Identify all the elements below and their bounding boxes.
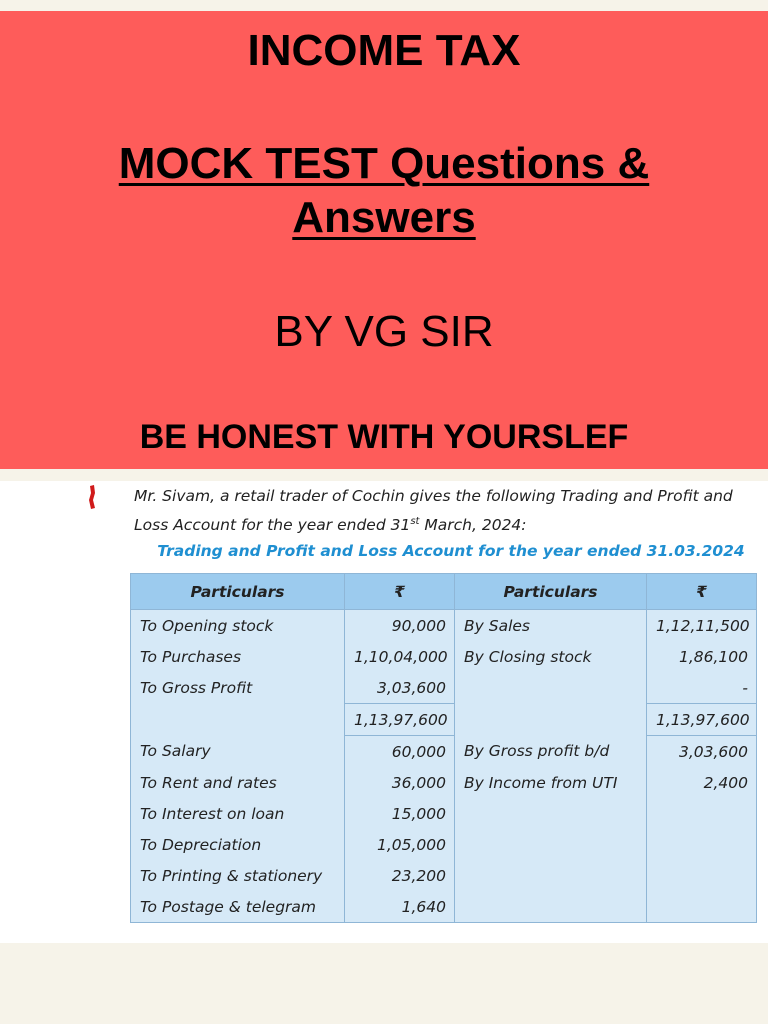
table-total-row — [131, 704, 757, 736]
credit-particular — [455, 704, 647, 736]
intro-text-part1: Mr. Sivam, a retail trader of Cochin gives the following Trading and Profit and Loss Account for the year ended 31 — [134, 487, 733, 535]
debit-particular: To Depreciation — [131, 829, 345, 860]
table-header-row — [131, 574, 757, 610]
credit-amount — [647, 860, 757, 891]
table-row — [131, 767, 757, 798]
credit-amount: 1,12,11,500 — [647, 610, 757, 642]
trading-pl-table — [130, 573, 757, 923]
credit-particular — [455, 672, 647, 704]
debit-amount: 1,640 — [345, 891, 455, 923]
debit-amount: 1,10,04,000 — [345, 641, 455, 672]
table-row — [131, 610, 757, 642]
question-document — [0, 481, 768, 943]
banner-author: BY VG SIR — [274, 307, 494, 356]
debit-particular: To Postage & telegram — [131, 891, 345, 923]
debit-particular: To Purchases — [131, 641, 345, 672]
credit-particular — [455, 829, 647, 860]
title-banner — [0, 11, 768, 469]
credit-total: 1,13,97,600 — [647, 704, 757, 736]
credit-particular: By Gross profit b/d — [455, 736, 647, 768]
debit-amount: 3,03,600 — [345, 672, 455, 704]
question-intro — [134, 483, 768, 538]
banner-motto: BE HONEST WITH YOURSLEF — [139, 418, 629, 456]
credit-amount: - — [647, 672, 757, 704]
credit-amount: 3,03,600 — [647, 736, 757, 768]
credit-amount — [647, 829, 757, 860]
debit-amount: 36,000 — [345, 767, 455, 798]
banner-subtitle: MOCK TEST Questions & Answers — [118, 139, 650, 242]
debit-amount: 1,05,000 — [345, 829, 455, 860]
header-debit-particulars: Particulars — [131, 574, 345, 610]
table-row — [131, 641, 757, 672]
debit-total: 1,13,97,600 — [345, 704, 455, 736]
credit-particular — [455, 860, 647, 891]
account-title: Trading and Profit and Loss Account for the year ended 31.03.2024 — [157, 542, 745, 560]
debit-particular: To Rent and rates — [131, 767, 345, 798]
header-credit-particulars: Particulars — [455, 574, 647, 610]
top-margin — [0, 0, 768, 11]
table-row — [131, 672, 757, 704]
debit-particular: To Printing & stationery — [131, 860, 345, 891]
credit-particular: By Income from UTI — [455, 767, 647, 798]
debit-amount: 23,200 — [345, 860, 455, 891]
credit-particular: By Sales — [455, 610, 647, 642]
debit-amount: 90,000 — [345, 610, 455, 642]
debit-amount: 60,000 — [345, 736, 455, 768]
intro-text-part2: March, 2024: — [419, 516, 527, 535]
credit-amount — [647, 798, 757, 829]
red-marker-icon — [88, 484, 96, 510]
credit-amount — [647, 891, 757, 923]
table-row — [131, 798, 757, 829]
table-row — [131, 860, 757, 891]
debit-particular: To Salary — [131, 736, 345, 768]
debit-particular: To Gross Profit — [131, 672, 345, 704]
banner-title: INCOME TAX — [247, 26, 521, 75]
table-row — [131, 736, 757, 768]
debit-particular: To Interest on loan — [131, 798, 345, 829]
credit-particular: By Closing stock — [455, 641, 647, 672]
header-credit-amount: ₹ — [647, 574, 757, 610]
credit-amount: 2,400 — [647, 767, 757, 798]
debit-particular — [131, 704, 345, 736]
credit-particular — [455, 798, 647, 829]
table-row — [131, 891, 757, 923]
debit-particular: To Opening stock — [131, 610, 345, 642]
credit-amount: 1,86,100 — [647, 641, 757, 672]
debit-amount: 15,000 — [345, 798, 455, 829]
header-debit-amount: ₹ — [345, 574, 455, 610]
table-row — [131, 829, 757, 860]
intro-superscript: st — [410, 516, 420, 527]
credit-particular — [455, 891, 647, 923]
